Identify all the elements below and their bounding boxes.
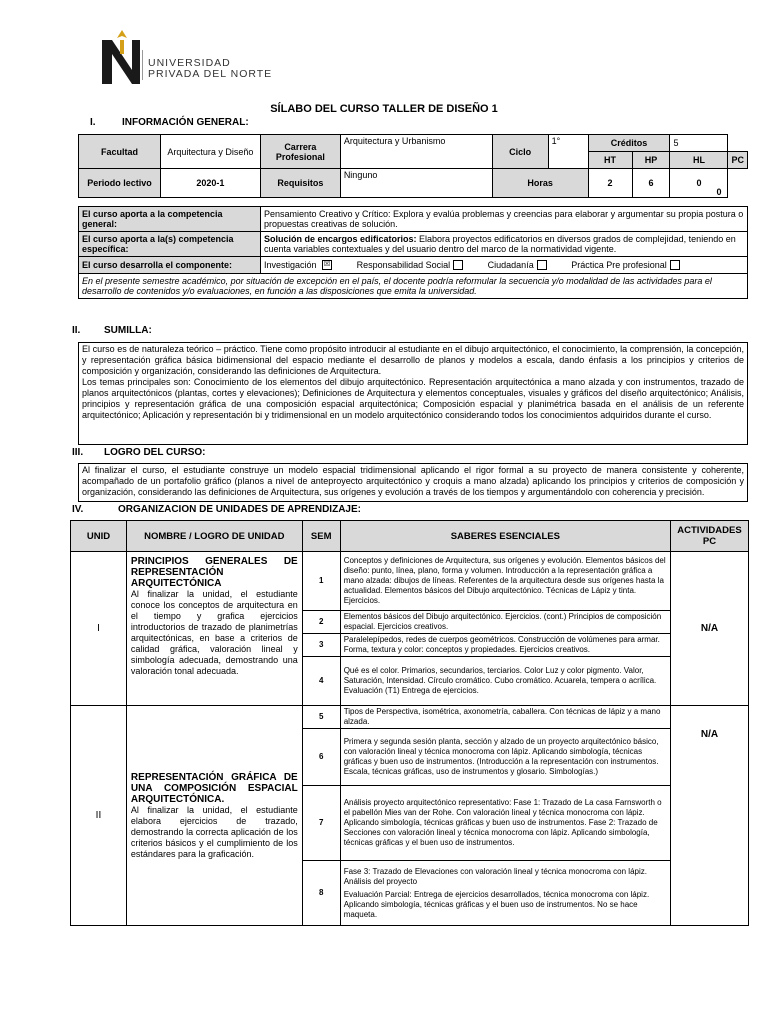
section-2-heading <box>72 325 152 336</box>
sumilla-p2: Los temas principales son: Conocimiento de los elementos del dibujo arquitectónico. Representación arquitectónica a mano alzada y con instrumentos, trazado de planos arquitectónicos (plantas, cortes y elevaciones); Definiciones de Arquitectura y elementos conceptuales, visuales y gráficos del diseño arquitectónico; Análisis, principios y representación gráfica de una composición espacial arquitectónica; Composición espacial y planimétrica basada en el análisis de un referente arquitectónico; Aplicación y representación bi y tridimensional en un modelo arquitectónico considerando todos los conocimientos adquiridos durante el curso. <box>82 377 744 420</box>
sem-3: 3 <box>302 634 340 657</box>
unit-2-desc: Al finalizar la unidad, el estudiante elabora ejercicios de trazado, demostrando la correcta aplicación de los criterios básicos y el cumplimiento de los estándares para la graficación. <box>130 804 298 859</box>
creditos-value: 5 <box>670 135 728 152</box>
comp-rs-label: Responsabilidad Social <box>356 259 451 270</box>
sem-2: 2 <box>302 611 340 634</box>
logro-box: Al finalizar el curso, el estudiante construye un modelo espacial tridimensional aplicando el rigor formal a su proyecto de manera consistente y coherente, acompañado de un portafolio gráfico (planos a nivel de anteproyecto arquitectónico y croquis a mano alzada) aplicando los principios y criterios de composición y organización, considerando las definiciones de Arquitectura, sus orígenes y evolución a través de los tiempos y argumentándolo con coherencia y precisión. <box>78 463 748 502</box>
saberes-sem-7: Análisis proyecto arquitectónico representativo: Fase 1: Trazado de La casa Farnsworth o el pabellón Mies van der Rohe. Con valoración lineal y técnica monocroma con lápiz. Aplicando simbología, técnicas gráficas y buen uso de instrumentos. Fase 2: Trazado de Secciones con valoración lineal y técnica monocroma con lápiz. Aplicando simbología, técnicas gráficas y el buen uso de instrumentos. <box>340 786 670 861</box>
logo-line2: PRIVADA DEL NORTE <box>148 68 273 80</box>
unit-2-id: II <box>71 706 127 926</box>
logo-divider <box>142 50 143 80</box>
unit-2-cell <box>126 706 302 926</box>
comp-ciudadania-checkbox[interactable] <box>537 260 547 270</box>
nota-excepcion: En el presente semestre académico, por situación de excepción en el país, el docente podría reformular la secuencia y/o modalidad de las actividades para el desarrollo de contenidos y/o evaluaciones, en función a las disposiciones que emita la universidad. <box>79 274 748 299</box>
unit-1-activities: N/A <box>670 552 748 706</box>
sem-5: 5 <box>302 706 340 729</box>
unit-2-title: REPRESENTACIÓN GRÁFICA DE UNA COMPOSICIÓN ESPACIAL ARQUITECTÓNICA. <box>130 771 298 805</box>
comp-practica-label: Práctica Pre profesional <box>571 259 667 270</box>
saberes-sem-4: Qué es el color. Primarios, secundarios, terciarios. Color Luz y color pigmento. Valor, Saturación, Intensidad. Círculo cromático. Cubo cromático. Acuarela, tempera o acrílica. Evaluación (T1) Entrega de ejercicios. <box>340 657 670 706</box>
unit-1-desc: Al finalizar la unidad, el estudiante conoce los conceptos de arquitectura en el tiempo y grafica ejercicios introductorios de trazado de planimetrías arquitectónicas, en base a criterios de calidad gráfica, valoración lineal y simbología adecuada, demostrando una valoración tonal adecuada. <box>130 589 298 676</box>
saberes-sem-8 <box>340 861 670 926</box>
section-1-heading <box>90 117 249 128</box>
ciclo-label: Ciclo <box>492 135 548 169</box>
hp-value: 6 <box>632 169 670 198</box>
requisitos-label: Requisitos <box>260 169 340 198</box>
section-1-label: INFORMACIÓN GENERAL: <box>122 117 249 128</box>
comp-especifica-label: El curso aporta a la(s) competencia específica: <box>79 232 261 257</box>
saberes-sem-8-a: Fase 3: Trazado de Elevaciones con valoración lineal y técnica monocroma con lápiz. Análisis del proyecto <box>343 866 647 886</box>
section-1-num: I. <box>90 117 96 128</box>
unit-1-title: PRINCIPIOS GENERALES DE REPRESENTACIÓN ARQUITECTÓNICA <box>130 556 298 589</box>
logo-n-icon <box>98 30 148 86</box>
header-nombre: NOMBRE / LOGRO DE UNIDAD <box>126 521 302 552</box>
units-table <box>70 520 749 926</box>
header-unid: UNID <box>71 521 127 552</box>
sem-1: 1 <box>302 552 340 611</box>
hp-label: HP <box>632 152 670 169</box>
creditos-label: Créditos <box>588 135 670 152</box>
section-2-label: SUMILLA: <box>104 325 152 336</box>
comp-investigacion-checkbox[interactable]: ☒ <box>323 261 331 269</box>
carrera-label: Carrera Profesional <box>260 135 340 169</box>
document-title: SÍLABO DEL CURSO TALLER DE DISEÑO 1 <box>270 103 498 115</box>
sem-6: 6 <box>302 729 340 786</box>
logo-line1: UNIVERSIDAD <box>148 57 231 69</box>
section-4-heading <box>72 504 361 515</box>
componente-label: El curso desarrolla el componente: <box>79 257 261 274</box>
sem-8: 8 <box>302 861 340 926</box>
header-saberes: SABERES ESENCIALES <box>340 521 670 552</box>
section-3-num: III. <box>72 447 84 458</box>
facultad-value: Arquitectura y Diseño <box>160 135 260 169</box>
comp-practica-checkbox[interactable] <box>670 260 680 270</box>
periodo-value: 2020-1 <box>160 169 260 198</box>
unit-2-activities: N/A <box>670 706 748 926</box>
saberes-sem-8-b: Evaluación Parcial: Entrega de ejercicios desarrollados, técnica monocroma con lápiz. Aplicando simbología, técnicas gráficas y el buen uso de instrumentos. No se hace maqueta. <box>343 889 650 919</box>
hl-value: 0 <box>670 169 728 198</box>
section-4-num: IV. <box>72 504 84 515</box>
saberes-sem-3: Paralelepípedos, redes de cuerpos geométricos. Construcción de volúmenes para armar. Forma, textura y color: conceptos y propiedades. Ejercicios creativos. <box>340 634 670 657</box>
sem-7: 7 <box>302 786 340 861</box>
saberes-sem-2: Elementos básicos del Dibujo arquitectónico. Ejercicios. (cont.) Principios de composición espacial. Ejercicios creativos. <box>340 611 670 634</box>
sem-4: 4 <box>302 657 340 706</box>
comp-general-value: Pensamiento Creativo y Crítico: Explora y evalúa problemas y creencias para elaborar y argumentar su propia postura o propuestas creativas de solución. <box>261 207 748 232</box>
section-2-num: II. <box>72 325 81 336</box>
competencies-table <box>78 206 748 299</box>
ht-value: 2 <box>588 169 632 198</box>
facultad-label: Facultad <box>79 135 161 169</box>
comp-rs-checkbox[interactable] <box>453 260 463 270</box>
carrera-value: Arquitectura y Urbanismo <box>340 135 492 169</box>
comp-investigacion-label: Investigación <box>264 259 317 270</box>
horas-label: Horas <box>492 169 588 198</box>
ciclo-value: 1° <box>548 135 588 169</box>
saberes-sem-5: Tipos de Perspectiva, isométrica, axonometría, caballera. Con técnicas de lápiz y a mano alzada. <box>340 706 670 729</box>
ht-label: HT <box>588 152 632 169</box>
header-sem: SEM <box>302 521 340 552</box>
componente-cell <box>261 257 748 274</box>
logo-text <box>148 58 272 80</box>
saberes-sem-1: Conceptos y definiciones de Arquitectura, sus orígenes y evolución. Elementos básicos del diseño: punto, línea, plano, forma y volumen. Introducción a la representación gráfica a mano alzada: dibujos de líneas. Referentes de la arquitectura desde sus orígenes hasta la actualidad. Elementos básicos del Dibujo arquitectónico. Técnicas de Lápiz y tinta. Ejercicios. <box>340 552 670 611</box>
comp-especifica-value: Elabora proyectos edificatorios en diversos grados de complejidad, teniendo en cuenta variables contextuales y del usuario dentro del marco de la normatividad vigente. <box>264 234 736 254</box>
header-actividades: ACTIVIDADES PC <box>670 521 748 552</box>
section-3-heading <box>72 447 205 458</box>
comp-especifica-cell <box>261 232 748 257</box>
unit-1-id: I <box>71 552 127 706</box>
unit-1-cell <box>126 552 302 706</box>
pc-label: PC <box>728 152 748 169</box>
section-4-label: ORGANIZACION DE UNIDADES DE APRENDIZAJE: <box>118 504 361 515</box>
saberes-sem-6: Primera y segunda sesión planta, sección y alzado de un proyecto arquitectónico básico, con valoración lineal y técnica monocroma con lápiz. Aplicando simbología, técnicas gráficas y buen uso de instrumentos. (Introducción a la representación con instrumentos. Escala, técnicas gráficas, uso de instrumentos y glosario. Simbologías.) <box>340 729 670 786</box>
periodo-label: Periodo lectivo <box>79 169 161 198</box>
comp-especifica-bold: Solución de encargos edificatorios: <box>264 234 417 244</box>
section-3-label: LOGRO DEL CURSO: <box>104 447 206 458</box>
comp-general-label: El curso aporta a la competencia general: <box>79 207 261 232</box>
general-info-table <box>78 134 748 198</box>
comp-ciudadania-label: Ciudadanía <box>487 259 534 270</box>
sumilla-box <box>78 342 748 445</box>
pc-value: 0 <box>716 187 722 197</box>
sumilla-p1: El curso es de naturaleza teórico – práctico. Tiene como propósito introducir al estudiante en el dibujo arquitectónico, el conocimiento, la comprensión, la concepción, y representación gráfica básica bidimensional del espacio mediante el desarrollo de planos y modelos a escala, dando énfasis a los principios y criterios de composición y organización, considerando las definiciones de Arquitectura. <box>82 344 744 376</box>
requisitos-value: Ninguno <box>340 169 492 198</box>
hl-label: HL <box>670 152 728 169</box>
